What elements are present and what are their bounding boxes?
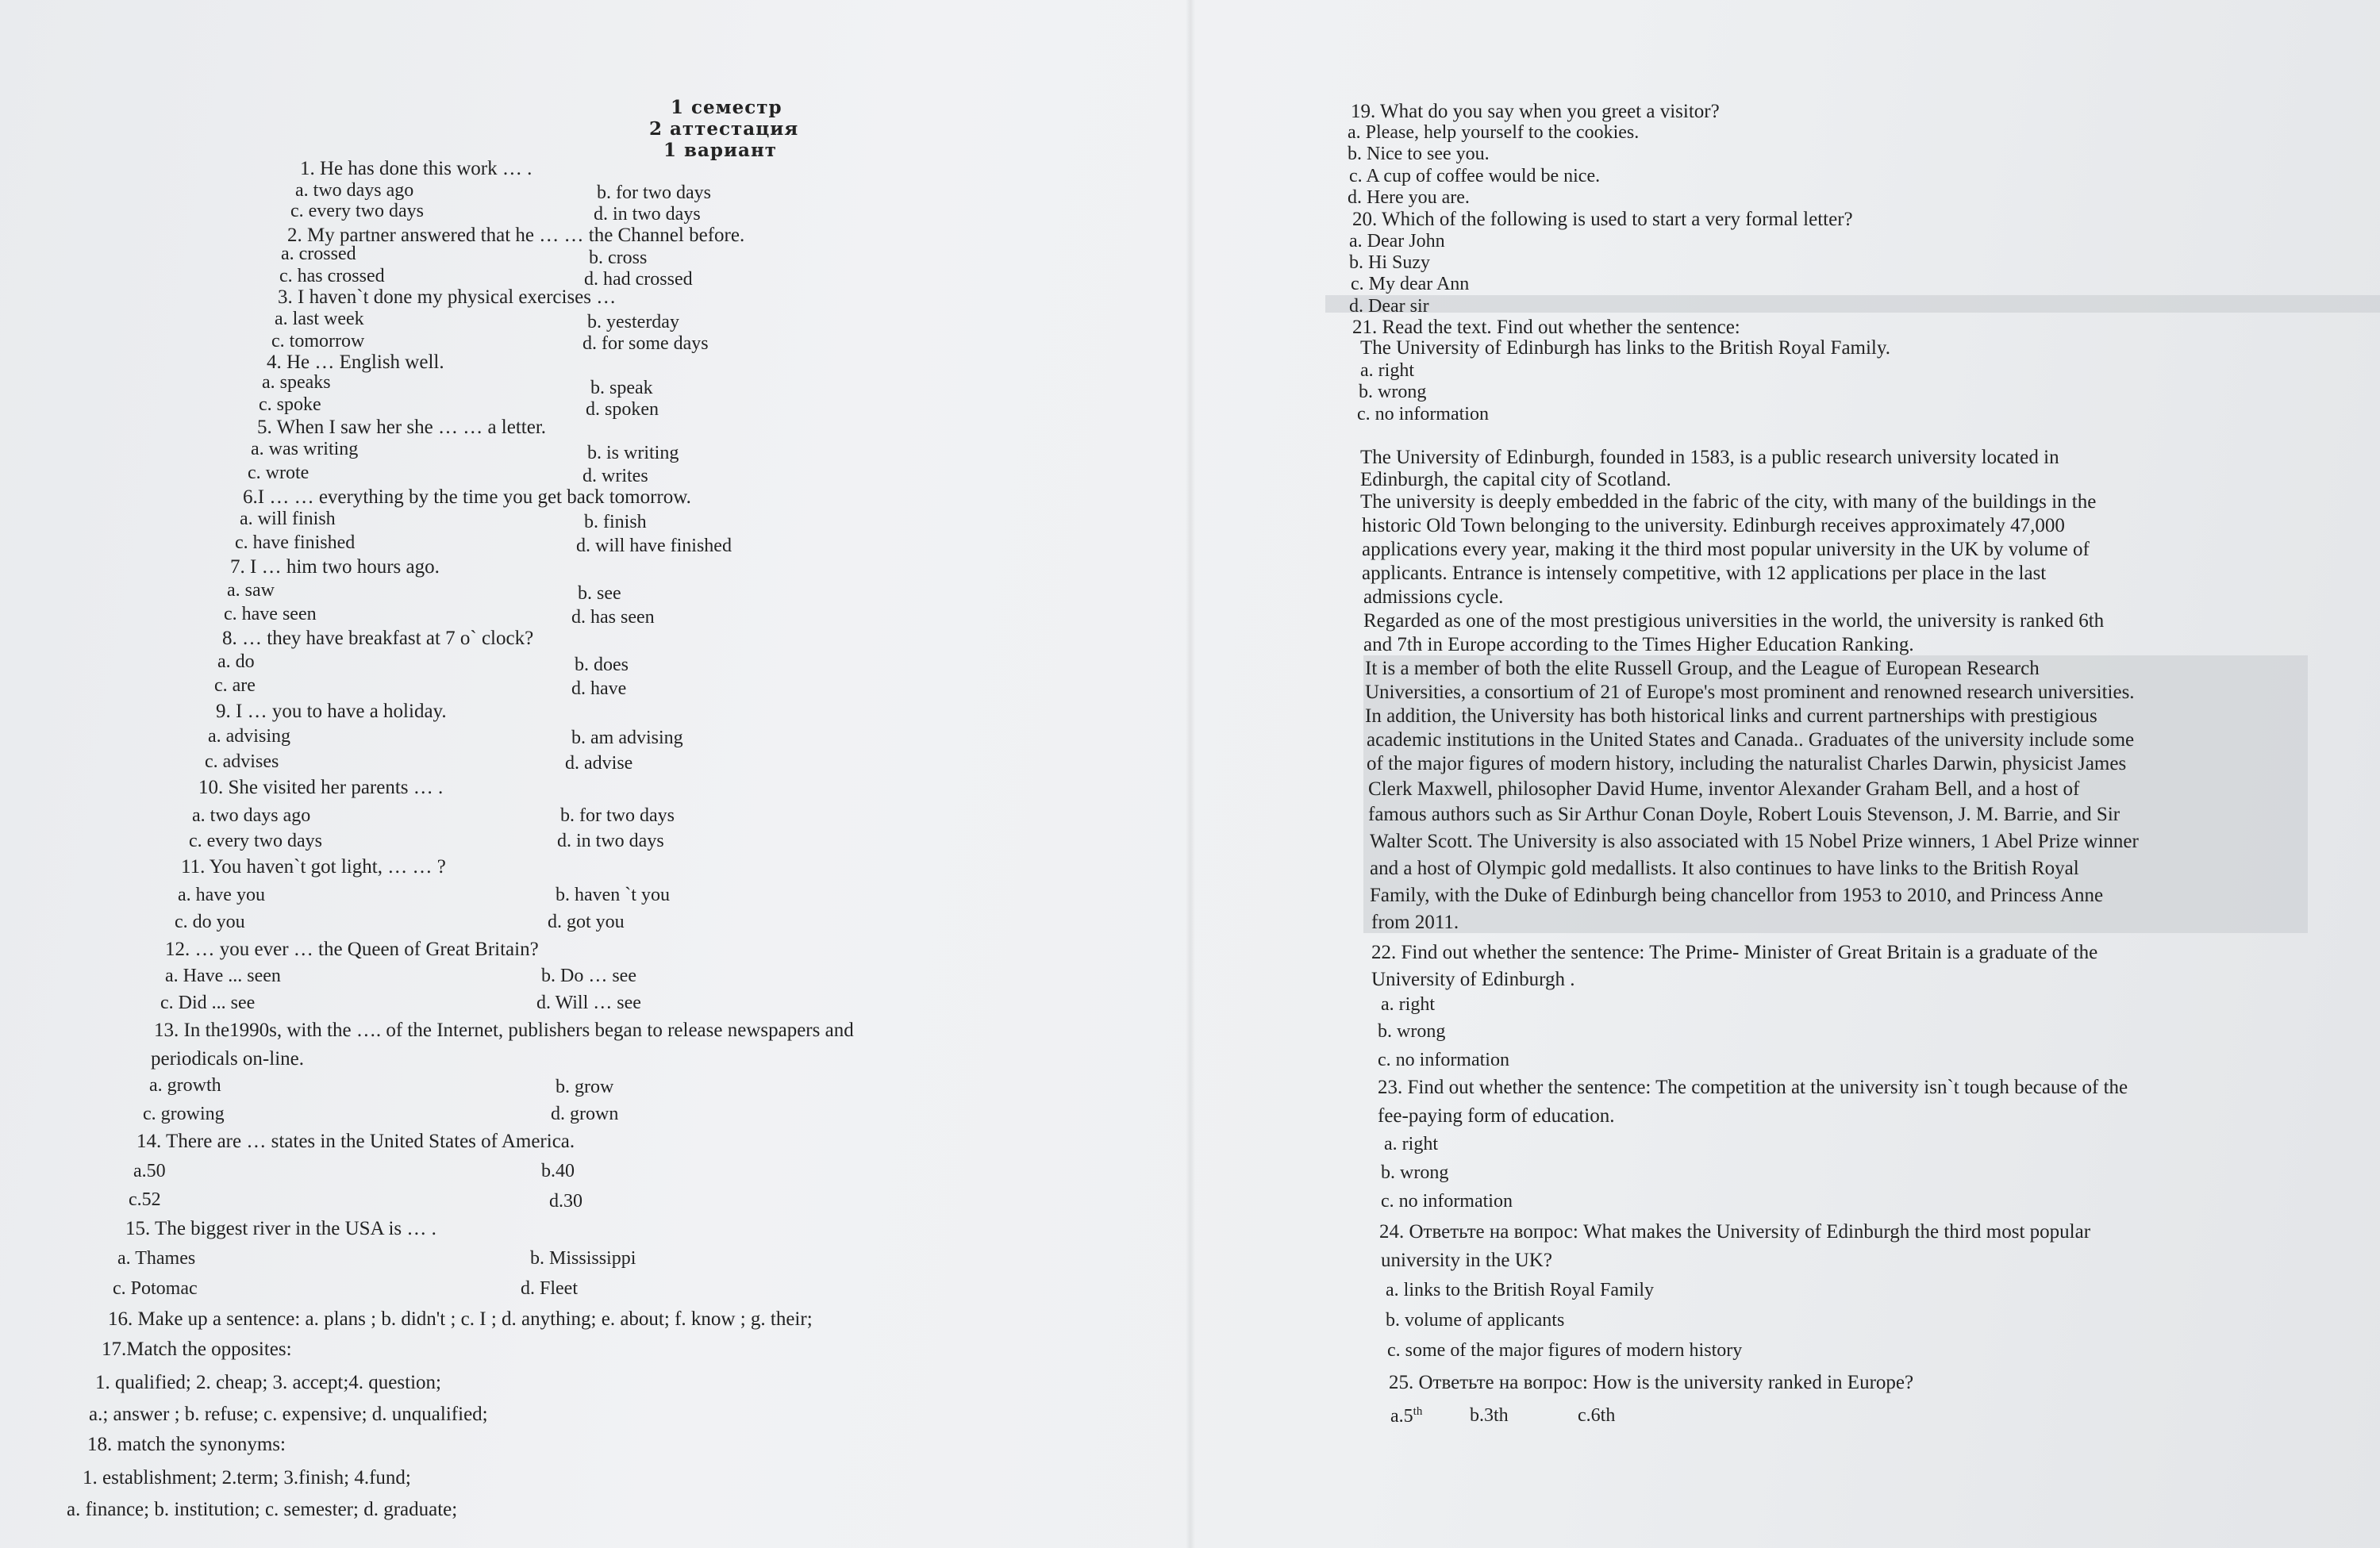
- passage-line: and a host of Olympic gold medallists. It also continues to have links to the British Royal: [1370, 858, 2079, 879]
- q5-option-c: c. wrote: [248, 463, 310, 483]
- q24-option-c: c. some of the major figures of modern history: [1387, 1340, 1743, 1361]
- q7-option-a: a. saw: [227, 580, 275, 601]
- question-23-cont: fee-paying form of education.: [1378, 1105, 1615, 1127]
- q10-option-d: d. in two days: [557, 831, 664, 851]
- passage-line: Family, with the Duke of Edinburgh being chancellor from 1953 to 2010, and Princess Anne: [1370, 885, 2104, 906]
- q14-option-b: b.40: [541, 1161, 575, 1181]
- q11-option-d: d. got you: [548, 912, 625, 932]
- question-8: 8. … they have breakfast at 7 o` clock?: [222, 628, 534, 649]
- q9-option-a: a. advising: [208, 726, 290, 747]
- q20-option-b: b. Hi Suzy: [1349, 252, 1430, 273]
- q24-option-b: b. volume of applicants: [1386, 1310, 1565, 1331]
- question-20: 20. Which of the following is used to start a very formal letter?: [1352, 209, 1853, 230]
- question-7: 7. I … him two hours ago.: [230, 556, 440, 578]
- q3-option-b: b. yesterday: [587, 312, 679, 332]
- q22-option-a: a. right: [1381, 994, 1435, 1015]
- passage-line: Walter Scott. The University is also associated with 15 Nobel Prize winners, 1 Abel Prize winner: [1370, 831, 2139, 852]
- q11-option-a: a. have you: [178, 885, 265, 905]
- q14-option-a: a.50: [133, 1161, 166, 1181]
- variant-heading: 1 вариант: [663, 140, 778, 161]
- q11-option-c: c. do you: [175, 912, 245, 932]
- q2-option-b: b. cross: [589, 248, 648, 268]
- q6-option-d: d. will have finished: [576, 536, 732, 556]
- question-10: 10. She visited her parents … .: [198, 777, 444, 798]
- question-24-cont: university in the UK?: [1381, 1250, 1552, 1271]
- q5-option-b: b. is writing: [587, 443, 679, 463]
- passage-line: of the major figures of modern history, including the naturalist Charles Darwin, physicist James: [1367, 753, 2127, 774]
- q18-items: 1. establishment; 2.term; 3.finish; 4.fund;: [83, 1467, 411, 1488]
- q9-option-d: d. advise: [565, 753, 633, 774]
- question-14: 14. There are … states in the United States of America.: [136, 1131, 575, 1152]
- question-13: 13. In the1990s, with the …. of the Internet, publishers began to release newspapers and: [154, 1020, 854, 1041]
- q19-option-c: c. A cup of coffee would be nice.: [1349, 166, 1601, 186]
- question-9: 9. I … you to have a holiday.: [216, 701, 447, 722]
- q8-option-c: c. are: [214, 675, 256, 696]
- q21-option-b: b. wrong: [1359, 382, 1427, 402]
- passage-line: from 2011.: [1371, 912, 1459, 933]
- q2-option-c: c. has crossed: [279, 266, 385, 286]
- q7-option-d: d. has seen: [571, 607, 655, 628]
- question-23: 23. Find out whether the sentence: The competition at the university isn`t tough because of the: [1378, 1077, 2128, 1098]
- passage-line: applications every year, making it the third most popular university in the UK by volume of: [1362, 539, 2090, 560]
- q19-option-b: b. Nice to see you.: [1348, 144, 1490, 164]
- q4-option-c: c. spoke: [259, 394, 321, 415]
- passage-line: The University of Edinburgh, founded in 1583, is a public research university located in: [1360, 447, 2059, 468]
- q19-option-a: a. Please, help yourself to the cookies.: [1348, 122, 1640, 143]
- q11-option-b: b. haven `t you: [556, 885, 670, 905]
- q17-answers: a.; answer ; b. refuse; c. expensive; d. unqualified;: [89, 1404, 488, 1425]
- question-16: 16. Make up a sentence: a. plans ; b. didn't ; c. I ; d. anything; e. about; f. know ; g. their;: [108, 1308, 813, 1330]
- q7-option-b: b. see: [578, 583, 621, 604]
- passage-line: applicants. Entrance is intensely competitive, with 12 applications per place in the last: [1362, 563, 2047, 584]
- q20-option-c: c. My dear Ann: [1351, 274, 1470, 294]
- passage-line: Edinburgh, the capital city of Scotland.: [1360, 469, 1671, 490]
- passage-line: historic Old Town belonging to the university. Edinburgh receives approximately 47,000: [1362, 515, 2065, 536]
- passage-line: Clerk Maxwell, philosopher David Hume, inventor Alexander Graham Bell, and a host of: [1368, 778, 2080, 800]
- question-4: 4. He … English well.: [267, 351, 444, 373]
- passage-line: famous authors such as Sir Arthur Conan Doyle, Robert Louis Stevenson, J. M. Barrie, and Sir: [1368, 804, 2120, 825]
- q10-option-c: c. every two days: [189, 831, 322, 851]
- q25-option-b: b.3th: [1470, 1405, 1509, 1426]
- question-15: 15. The biggest river in the USA is … .: [125, 1218, 436, 1239]
- q8-option-b: b. does: [575, 655, 629, 675]
- question-3: 3. I haven`t done my physical exercises …: [278, 286, 617, 308]
- q12-option-a: a. Have ... seen: [165, 966, 281, 986]
- q24-option-a: a. links to the British Royal Family: [1386, 1280, 1654, 1300]
- q12-option-c: c. Did ... see: [160, 993, 256, 1013]
- q3-option-a: a. last week: [275, 309, 364, 329]
- question-2: 2. My partner answered that he … … the Channel before.: [287, 225, 745, 246]
- question-17: 17.Match the opposites:: [102, 1339, 292, 1360]
- q19-option-d: d. Here you are.: [1348, 187, 1470, 208]
- q1-option-b: b. for two days: [597, 182, 711, 203]
- q3-option-c: c. tomorrow: [271, 331, 365, 351]
- q21-option-c: c. no information: [1357, 404, 1489, 424]
- question-13-cont: periodicals on-line.: [151, 1048, 304, 1070]
- q15-option-a: a. Thames: [117, 1248, 196, 1269]
- passage-line: The university is deeply embedded in the fabric of the city, with many of the buildings in the: [1360, 491, 2097, 513]
- passage-line: In addition, the University has both historical links and current partnerships with prestigious: [1365, 705, 2097, 727]
- q6-option-c: c. have finished: [235, 532, 356, 553]
- q25-option-a-text: a.5: [1390, 1406, 1413, 1427]
- q15-option-b: b. Mississippi: [530, 1248, 636, 1269]
- question-22: 22. Find out whether the sentence: The Prime- Minister of Great Britain is a graduate of the: [1371, 942, 2098, 963]
- q3-option-d: d. for some days: [583, 333, 709, 354]
- q8-option-a: a. do: [217, 651, 255, 672]
- q10-option-a: a. two days ago: [192, 805, 311, 826]
- q13-option-d: d. grown: [551, 1104, 619, 1124]
- question-5: 5. When I saw her she … … a letter.: [257, 417, 547, 438]
- attestation-heading: 2 аттестация: [649, 118, 799, 140]
- q23-option-b: b. wrong: [1381, 1162, 1449, 1183]
- q4-option-d: d. spoken: [586, 399, 659, 420]
- q20-option-d: d. Dear sir: [1349, 296, 1429, 317]
- q13-option-b: b. grow: [556, 1077, 614, 1097]
- semester-heading: 1 семестр: [671, 97, 782, 118]
- q6-option-b: b. finish: [584, 512, 647, 532]
- q25-option-a-suffix: th: [1413, 1405, 1423, 1418]
- question-1: 1. He has done this work … .: [300, 158, 533, 179]
- page-fold: [1186, 0, 1195, 1548]
- q25-option-c: c.6th: [1578, 1405, 1616, 1426]
- q12-option-d: d. Will … see: [536, 993, 641, 1013]
- question-12: 12. … you ever … the Queen of Great Britain?: [165, 939, 539, 960]
- passage-line: and 7th in Europe according to the Times Higher Education Ranking.: [1363, 634, 1914, 655]
- q4-option-a: a. speaks: [262, 372, 331, 393]
- q5-option-d: d. writes: [583, 466, 648, 486]
- question-18: 18. match the synonyms:: [87, 1434, 286, 1455]
- q9-option-b: b. am advising: [571, 728, 683, 748]
- q5-option-a: a. was writing: [251, 439, 359, 459]
- q6-option-a: a. will finish: [240, 509, 336, 529]
- passage-line: admissions cycle.: [1363, 586, 1504, 608]
- q18-answers: a. finance; b. institution; c. semester; d. graduate;: [67, 1499, 458, 1520]
- q15-option-d: d. Fleet: [521, 1278, 578, 1299]
- passage-line: Universities, a consortium of 21 of Europe's most prominent and renowned research universities.: [1365, 682, 2135, 703]
- q10-option-b: b. for two days: [560, 805, 675, 826]
- question-6: 6.I … … everything by the time you get back tomorrow.: [243, 486, 691, 508]
- q23-option-a: a. right: [1384, 1134, 1438, 1154]
- q12-option-b: b. Do … see: [541, 966, 636, 986]
- q4-option-b: b. speak: [590, 378, 653, 398]
- passage-line: academic institutions in the United States and Canada.. Graduates of the university include some: [1367, 729, 2135, 751]
- q2-option-d: d. had crossed: [584, 269, 693, 290]
- q21-sentence: The University of Edinburgh has links to the British Royal Family.: [1360, 337, 1891, 359]
- passage-line: It is a member of both the elite Russell Group, and the League of European Research: [1365, 658, 2040, 679]
- q9-option-c: c. advises: [205, 751, 279, 772]
- q13-option-c: c. growing: [143, 1104, 225, 1124]
- passage-line: Regarded as one of the most prestigious universities in the world, the university is ranked 6th: [1363, 610, 2105, 632]
- q22-option-c: c. no information: [1378, 1050, 1509, 1070]
- q21-option-a: a. right: [1360, 360, 1414, 381]
- highlight-band: [1325, 295, 2380, 313]
- question-22-cont: University of Edinburgh .: [1371, 969, 1575, 990]
- q17-items: 1. qualified; 2. cheap; 3. accept;4. question;: [95, 1372, 441, 1393]
- q20-option-a: a. Dear John: [1349, 231, 1445, 252]
- q13-option-a: a. growth: [149, 1075, 221, 1096]
- question-11: 11. You haven`t got light, … … ?: [181, 856, 446, 878]
- q25-option-a: [1390, 1406, 1422, 1426]
- question-21: 21. Read the text. Find out whether the sentence:: [1352, 317, 1740, 338]
- q7-option-c: c. have seen: [224, 604, 317, 624]
- q15-option-c: c. Potomac: [113, 1278, 198, 1299]
- question-19: 19. What do you say when you greet a visitor?: [1351, 101, 1720, 122]
- q8-option-d: d. have: [571, 678, 627, 699]
- q23-option-c: c. no information: [1381, 1191, 1513, 1212]
- q14-option-d: d.30: [549, 1191, 583, 1212]
- q1-option-d: d. in two days: [594, 204, 701, 225]
- q2-option-a: a. crossed: [281, 244, 356, 264]
- question-25: 25. Ответьте на вопрос: How is the university ranked in Europe?: [1389, 1372, 1914, 1393]
- q1-option-a: a. two days ago: [295, 180, 414, 201]
- q22-option-b: b. wrong: [1378, 1021, 1446, 1042]
- q1-option-c: c. every two days: [290, 201, 424, 221]
- question-24: 24. Ответьте на вопрос: What makes the University of Edinburgh the third most popular: [1379, 1221, 2091, 1243]
- q14-option-c: c.52: [129, 1189, 161, 1210]
